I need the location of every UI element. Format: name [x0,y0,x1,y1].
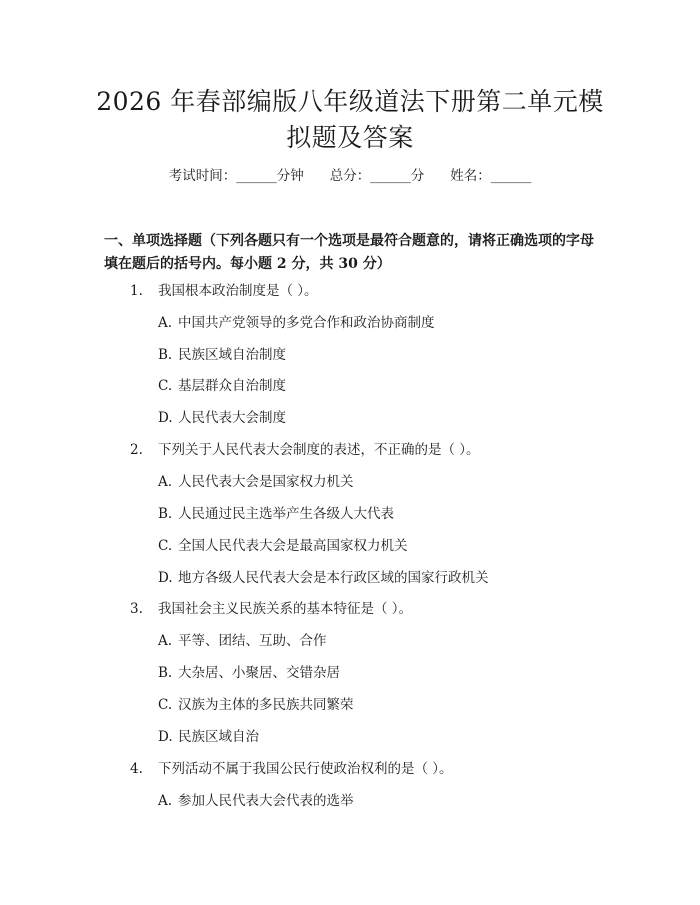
question-2-option-c [158,536,408,556]
question-2-option-d [158,568,489,588]
option-text: 大杂居、小聚居、交错杂居 [178,665,340,681]
option-text: 人民代表大会制度 [178,410,286,426]
question-1-option-c [158,376,286,396]
option-letter: C. [158,538,173,554]
document-title-line-2: 拟题及答案 [286,123,414,152]
option-text: 平等、团结、互助、合作 [178,633,327,649]
option-letter: D. [158,729,173,745]
question-2-option-b [158,504,394,524]
exam-time-field: 考试时间：______分钟 [168,168,304,184]
question-3-option-c [158,695,354,715]
question-1-option-b [158,345,286,365]
question-4-option-a [158,791,354,811]
question-4 [130,759,453,779]
option-letter: A. [158,793,173,809]
option-text: 人民代表大会是国家权力机关 [178,474,354,490]
option-letter: B. [158,347,173,363]
option-text: 中国共产党领导的多党合作和政治协商制度 [178,315,435,331]
option-text: 基层群众自治制度 [178,378,286,394]
document-title-line-1: 2026 年春部编版八年级道法下册第二单元模 [96,87,604,116]
question-1-option-d [158,408,286,428]
question-text: 下列活动不属于我国公民行使政治权利的是（ ）。 [158,761,453,777]
question-3-option-a [158,631,327,651]
question-2-option-a [158,472,354,492]
option-letter: C. [158,378,173,394]
option-text: 全国人民代表大会是最高国家权力机关 [178,538,408,554]
question-text: 下列关于人民代表大会制度的表述，不正确的是（ ）。 [158,442,480,458]
option-text: 地方各级人民代表大会是本行政区域的国家行政机关 [178,570,489,586]
total-score-field: 总分：______分 [329,168,425,184]
question-text: 我国根本政治制度是（ ）。 [158,283,318,299]
question-number: 1. [130,283,143,299]
question-number: 4. [130,761,143,777]
option-text: 人民通过民主选举产生各级人大代表 [178,506,394,522]
option-text: 民族区域自治 [178,729,259,745]
exam-info [0,166,700,186]
option-text: 参加人民代表大会代表的选举 [178,793,354,809]
option-text: 民族区域自治制度 [178,347,286,363]
option-letter: B. [158,665,173,681]
option-letter: A. [158,315,173,331]
option-letter: C. [158,697,173,713]
section-header-line-1: 一、单项选择题（下列各题只有一个选项是最符合题意的，请将正确选项的字母 [104,233,594,249]
option-letter: A. [158,474,173,490]
option-letter: D. [158,570,173,586]
section-header-line-2: 填在题后的括号内。每小题 2 分，共 30 分） [104,256,391,272]
option-letter: A. [158,633,173,649]
question-1-option-a [158,313,435,333]
option-letter: B. [158,506,173,522]
question-3-option-b [158,663,340,683]
question-3 [130,599,412,619]
option-letter: D. [158,410,173,426]
option-text: 汉族为主体的多民族共同繁荣 [178,697,354,713]
name-field: 姓名：______ [450,168,532,184]
section-header [104,230,604,276]
question-text: 我国社会主义民族关系的基本特征是（ ）。 [158,601,413,617]
question-3-option-d [158,727,259,747]
question-number: 2. [130,442,143,458]
question-1 [130,281,318,301]
question-number: 3. [130,601,143,617]
question-2 [130,440,480,460]
